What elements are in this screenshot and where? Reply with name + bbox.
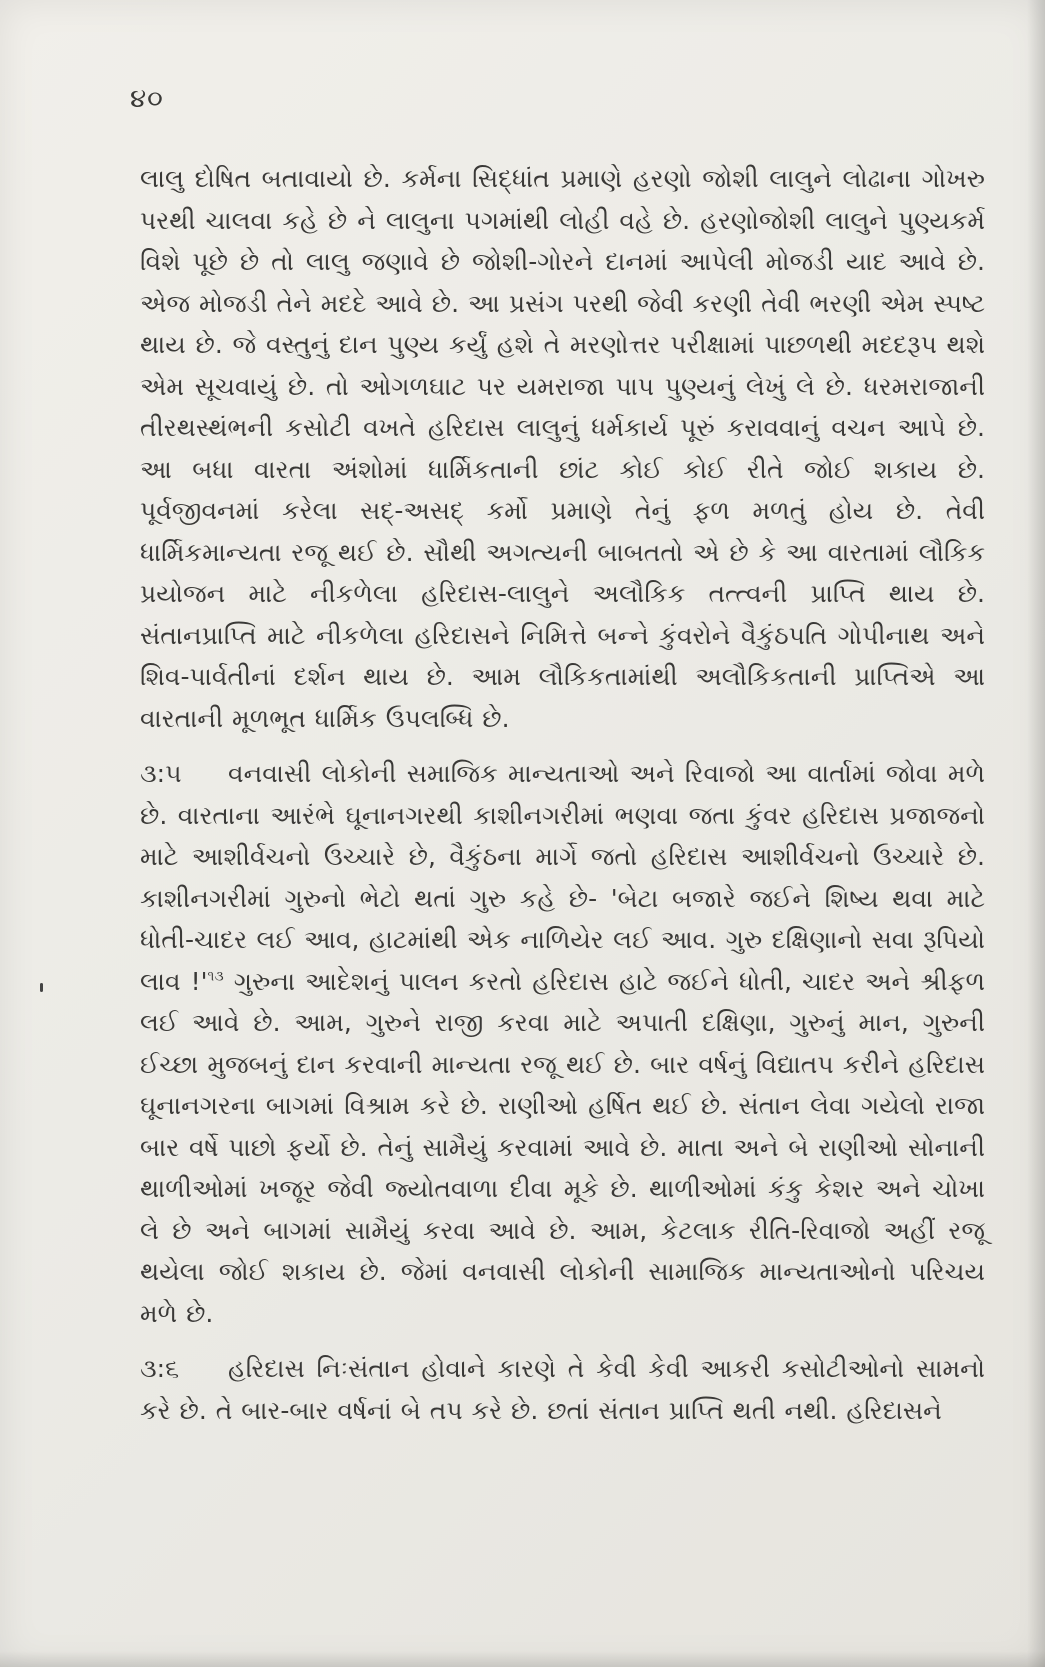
section-number: ૩:૬ — [140, 1354, 180, 1383]
paragraph-text: વનવાસી લોકોની સમાજિક માન્યતાઓ અને રિવાજો આ વાર્તામાં જોવા મળે છે. વારતાના આરંભે ઘૂનાનગરથી કાશીનગરીમાં ભણવા જતા કુંવર હરિદાસ પ્રજાજનો માટે આશીર્વચનો ઉચ્ચારે છે, વૈકુંઠના માર્ગે જતો હરિદાસ આશીર્વચનો ઉચ્ચારે છે. કાશીનગરીમાં ગુરુનો ભેટો થતાં ગુરુ કહે છે- 'બેટા બજારે જઈને શિષ્ય થવા માટે ધોતી-ચાદર લઈ આવ, હાટમાંથી એક નાળિયેર લઈ આવ. ગુરુ દક્ષિણાનો સવા રૂપિયો લાવ !' — [140, 759, 985, 996]
paragraph-text: લાલુ દોષિત બતાવાયો છે. કર્મના સિદ્ધાંત પ્રમાણે હરણો જોશી લાલુને લોઢાના ગોખરુ પરથી ચાલવા કહે છે ને લાલુના પગમાંથી લોહી વહે છે. હરણોજોશી લાલુને પુણ્યકર્મ વિશે પૂછે છે તો લાલુ જણાવે છે જોશી-ગોરને દાનમાં આપેલી મોજડી યાદ આવે છે. એજ મોજડી તેને મદદે આવે છે. આ પ્રસંગ પરથી જેવી કરણી તેવી ભરણી એમ સ્પષ્ટ થાય છે. જે વસ્તુનું દાન પુણ્ય કર્યું હશે તે મરણોત્તર પરીક્ષામાં પાછળથી મદદરૂપ થશે એમ સૂચવાયું છે. તો ઓગળઘાટ પર યમરાજા પાપ પુણ્યનું લેખું લે છે. ધરમરાજાની તીરથસ્થંભની કસોટી વખતે હરિદાસ લાલુનું ધર્મકાર્ય પૂરું કરાવવાનું વચન આપે છે. આ બધા વારતા અંશોમાં ધાર્મિકતાની છાંટ કોઈ કોઈ રીતે જોઈ શકાય છે. પૂર્વજીવનમાં કરેલા સદ્-અસદ્ કર્મો પ્રમાણે તેનું ફળ મળતું હોય છે. તેવી ધાર્મિકમાન્યતા રજૂ થઈ છે. સૌથી અગત્યની બાબતતો એ છે કે આ વારતામાં લૌકિક પ્રયોજન માટે નીકળેલા હરિદાસ-લાલુને અલૌકિક તત્ત્વની પ્રાપ્તિ થાય છે. સંતાનપ્રાપ્તિ માટે નીકળેલા હરિદાસને નિમિત્તે બન્ને કુંવરોને વૈકુંઠપતિ ગોપીનાથ અને શિવ-પાર્વતીનાં દર્શન થાય છે. આમ લૌકિકતામાંથી અલૌકિકતાની પ્રાપ્તિએ આ વારતાની મૂળભૂત ધાર્મિક ઉપલબ્ધિ છે. — [140, 164, 985, 733]
paragraph-continued — [140, 158, 985, 739]
page-body — [140, 158, 985, 1431]
footnote-reference: ૧૩ — [207, 968, 224, 985]
paragraph-text: હરિદાસ નિઃસંતાન હોવાને કારણે તે કેવી કેવી આકરી કસોટીઓનો સામનો કરે છે. તે બાર-બાર વર્ષનાં બે તપ કરે છે. છતાં સંતાન પ્રાપ્તિ થતી નથી. હરિદાસને — [140, 1354, 985, 1425]
page-number: ૪૦ — [130, 84, 164, 114]
paragraph-text-continued: ગુરુના આદેશનું પાલન કરતો હરિદાસ હાટે જઈને ધોતી, ચાદર અને શ્રીફળ લઈ આવે છે. આમ, ગુરુને રાજી કરવા માટે અપાતી દક્ષિણા, ગુરુનું માન, ગુરુની ઈચ્છા મુજબનું દાન કરવાની માન્યતા રજૂ થઈ છે. બાર વર્ષનું વિદ્યાતપ કરીને હરિદાસ ઘૂનાનગરના બાગમાં વિશ્રામ કરે છે. રાણીઓ હર્ષિત થઈ છે. સંતાન લેવા ગયેલો રાજા બાર વર્ષે પાછો ફર્યો છે. તેનું સામૈયું કરવામાં આવે છે. માતા અને બે રાણીઓ સોનાની થાળીઓમાં ખજૂર જેવી જ્યોતવાળા દીવા મૂકે છે. થાળીઓમાં કંકુ કેશર અને ચોખા લે છે અને બાગમાં સામૈયું કરવા આવે છે. આમ, કેટલાક રીતિ-રિવાજો અહીં રજૂ થયેલા જોઈ શકાય છે. જેમાં વનવાસી લોકોની સામાજિક માન્યતાઓનો પરિચય મળે છે. — [140, 966, 985, 1328]
paragraph-section-3-6 — [140, 1348, 985, 1431]
ink-speck — [40, 983, 43, 992]
section-number: ૩:૫ — [140, 759, 182, 788]
page-edge-shadow — [1027, 0, 1045, 1667]
page-bottom-shadow — [0, 1651, 1045, 1667]
paragraph-section-3-5 — [140, 753, 985, 1334]
